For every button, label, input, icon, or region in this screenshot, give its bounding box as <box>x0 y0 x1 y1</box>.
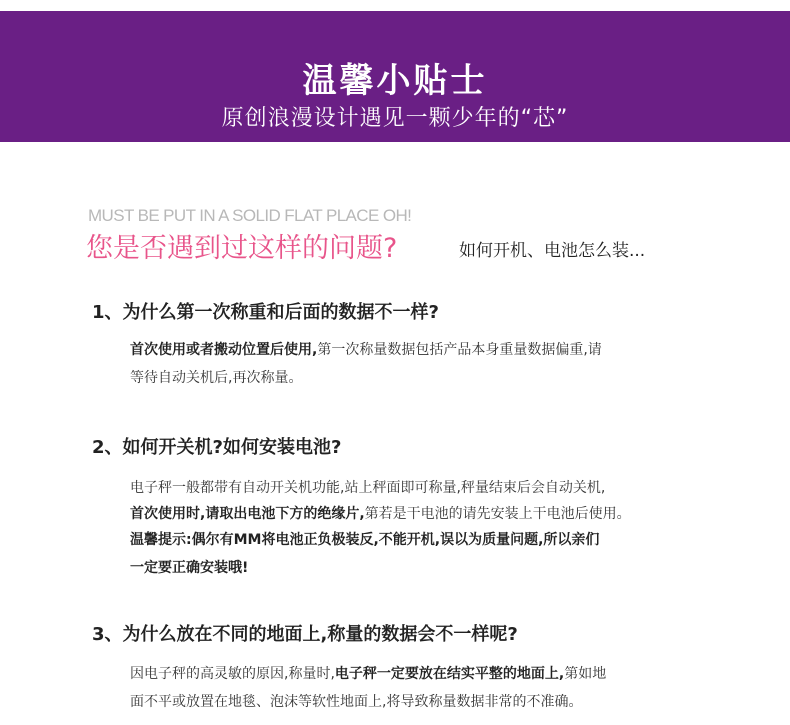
english-tagline: MUST BE PUT IN A SOLID FLAT PLACE OH! <box>88 206 412 225</box>
question-3-heading: 3、为什么放在不同的地面上,称量的数据会不一样呢? <box>92 624 518 645</box>
answer-2-line-2 <box>130 502 720 526</box>
answer-3 <box>130 660 720 716</box>
banner-subtitle: 原创浪漫设计遇见一颗少年的“芯” <box>221 106 569 131</box>
answer-1-text: 第一次称量数据包括产品本身重量数据偏重,请 <box>317 342 602 358</box>
answer-3-bold: 电子秤一定要放在结实平整的地面上, <box>334 666 565 682</box>
header-banner <box>0 11 790 142</box>
side-note: 如何开机、电池怎么装... <box>459 241 646 261</box>
answer-2-line-3: 温馨提示:偶尔有MM将电池正负极装反,不能开机,误以为质量问题,所以亲们 <box>130 532 600 548</box>
question-1-heading: 1、为什么第一次称重和后面的数据不一样? <box>92 302 439 323</box>
main-question: 您是否遇到过这样的问题? <box>86 233 398 264</box>
answer-2-bold: 首次使用时,请取出电池下方的绝缘片, <box>130 506 365 522</box>
answer-3-line-2: 面不平或放置在地毯、泡沫等软性地面上,将导致称量数据非常的不准确。 <box>130 694 583 710</box>
answer-2 <box>130 474 720 582</box>
answer-1-bold: 首次使用或者搬动位置后使用, <box>130 342 318 358</box>
answer-2-text: 第若是干电池的请先安装上干电池后使用。 <box>364 506 631 522</box>
answer-1-line-2: 等待自动关机后,再次称量。 <box>130 370 303 386</box>
banner-title: 温馨小贴士 <box>302 61 488 101</box>
answer-3-line-1 <box>130 660 720 688</box>
answer-3-text-a: 因电子秤的高灵敏的原因,称量时, <box>130 666 335 682</box>
answer-2-line-1: 电子秤一般都带有自动开关机功能,站上秤面即可称量,秤量结束后会自动关机, <box>130 480 606 496</box>
answer-1 <box>130 336 720 392</box>
answer-2-line-4: 一定要正确安装哦! <box>130 560 249 576</box>
question-2-heading: 2、如何开关机?如何安装电池? <box>92 437 342 458</box>
answer-3-text-c: 第如地 <box>564 666 607 682</box>
answer-1-line-1 <box>130 336 720 364</box>
